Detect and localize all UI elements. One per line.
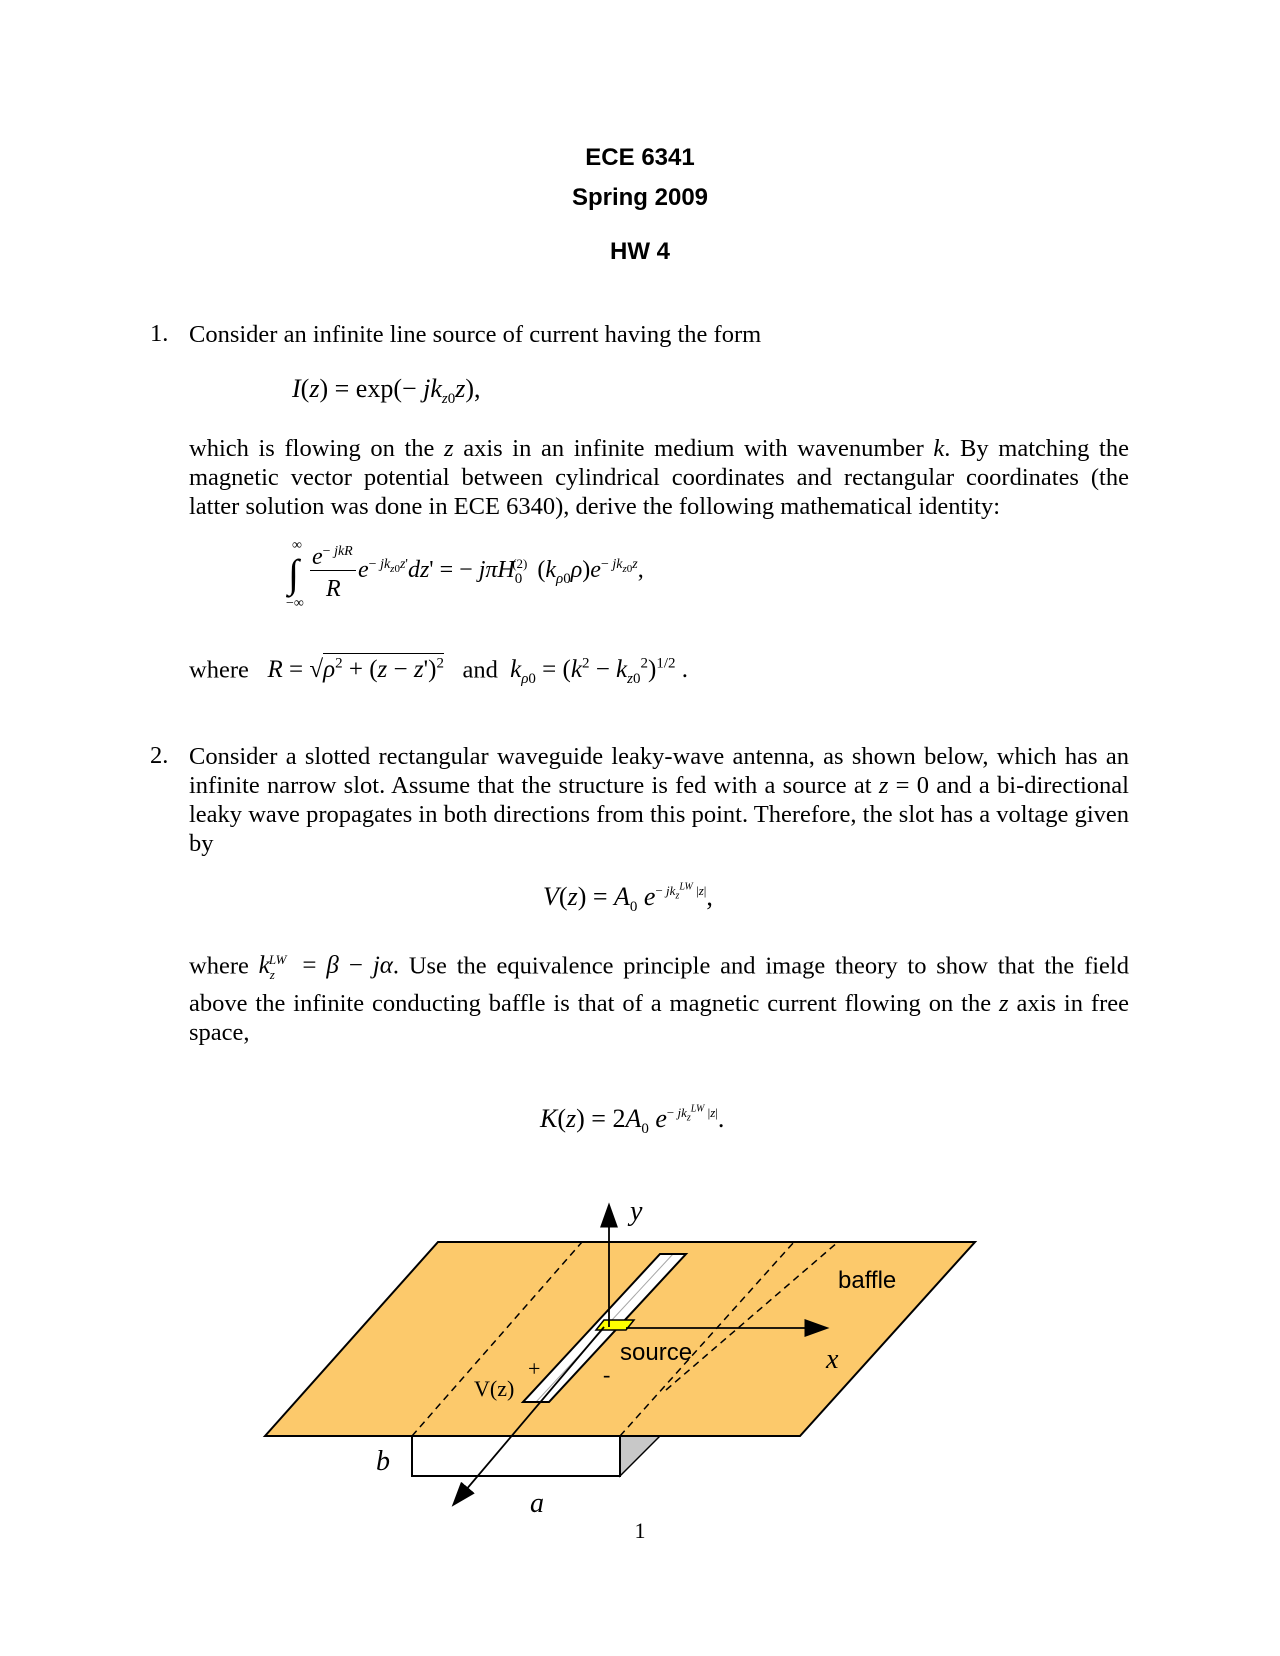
label-plus: + xyxy=(528,1356,541,1381)
label-b: b xyxy=(376,1446,390,1477)
problem2-body2: where $k_z^{LW} = \beta - j\alpha$. Use the equivalence principle and image theory to show that the field above the infinite conducting baffle is that of a magnetic current flowing on the z axis in free space, xyxy=(189,952,1129,1047)
term-title: Spring 2009 xyxy=(571,184,709,211)
label-y: y xyxy=(630,1196,643,1227)
label-x: x xyxy=(826,1344,839,1375)
label-vz: V(z) xyxy=(474,1376,515,1401)
document-page: ECE 6341 Spring 2009 HW 4 1. Consider an infinite line source of current having the form $I(z) = \exp(- jk_{z0}z)$, which is flowing on the z axis in an infinite medium with wavenumber k. By matching the magnetic vector potential between cylindrical coordinates and rectangular coordinates (the latter solution was done in ECE 6340), derive the following mathematical identity: ∞ ∫ −∞ $e^{- jkR}$ R $e^{- jk_{z0}z'}dz'$ = − jπH$_0^{(2)}$ $(k_{\rho 0}\rho)e^{- jk_{z0}z}$, where $R = √\rho^2 + (z - z')^2$ and $k_{\rho 0} = (k^2 - k_{z0}^2)^{1/2}$ . 2. Consider a slotted rectangular waveguide leaky-wave antenna, as shown below, which has an infinite narrow slot. Assume that the structure is fed with a source at z = 0 and a bi-directional leaky wave propagates in both directions from this point. Therefore, the slot has a voltage given by $V(z) = A_0$ $e^{- jk_z^{LW} |z|}$, where $k_z^{LW} = \beta - j\alpha$. Use the equivalence principle and image theory to show that the field above the infinite conducting baffle is that of a magnetic current flowing on the z axis in free space, $K(z) = 2A_0$ $e^{- jk_z^{LW} |z|}$. y x a b baffle source V(z) + - 1 xyxy=(0,0,1280,1656)
problem1-number: 1. xyxy=(150,320,169,347)
course-title: ECE 6341 xyxy=(585,144,695,171)
label-a: a xyxy=(530,1488,544,1519)
equation-voltage: $V(z) = A_0$ $e^{- jk_z^{LW} |z|}$, xyxy=(543,882,713,916)
assignment-title: HW 4 xyxy=(610,238,670,265)
problem2-number: 2. xyxy=(150,742,169,769)
equation-current: $I(z) = \exp(- jk_{z0}z)$, xyxy=(292,374,481,408)
problem1-intro: Consider an infinite line source of current having the form xyxy=(189,321,762,348)
label-baffle: baffle xyxy=(838,1267,897,1294)
problem1-where-line: where $R = √\rho^2 + (z - z')^2$ and $k_{\rho 0} = (k^2 - k_{z0}^2)^{1/2}$ . xyxy=(189,650,688,694)
label-source: source xyxy=(620,1339,693,1366)
equation-K: $K(z) = 2A_0$ $e^{- jk_z^{LW} |z|}$. xyxy=(540,1104,725,1138)
page-number: 1 xyxy=(634,1518,646,1543)
problem2-body: Consider a slotted rectangular waveguide leaky-wave antenna, as shown below, which has an infinite narrow slot. Assume that the structure is fed with a source at z = 0 and a bi-directional leaky wave propagates in both directions from this point. Therefore, the slot has a voltage given by xyxy=(189,743,1129,857)
label-minus: - xyxy=(603,1362,611,1387)
problem1-body: which is flowing on the z axis in an infinite medium with wavenumber k. By matching the magnetic vector potential between cylindrical coordinates and rectangular coordinates (the latter solution was done in ECE 6340), derive the following mathematical identity: xyxy=(189,435,1129,520)
waveguide-front-face xyxy=(412,1436,620,1476)
